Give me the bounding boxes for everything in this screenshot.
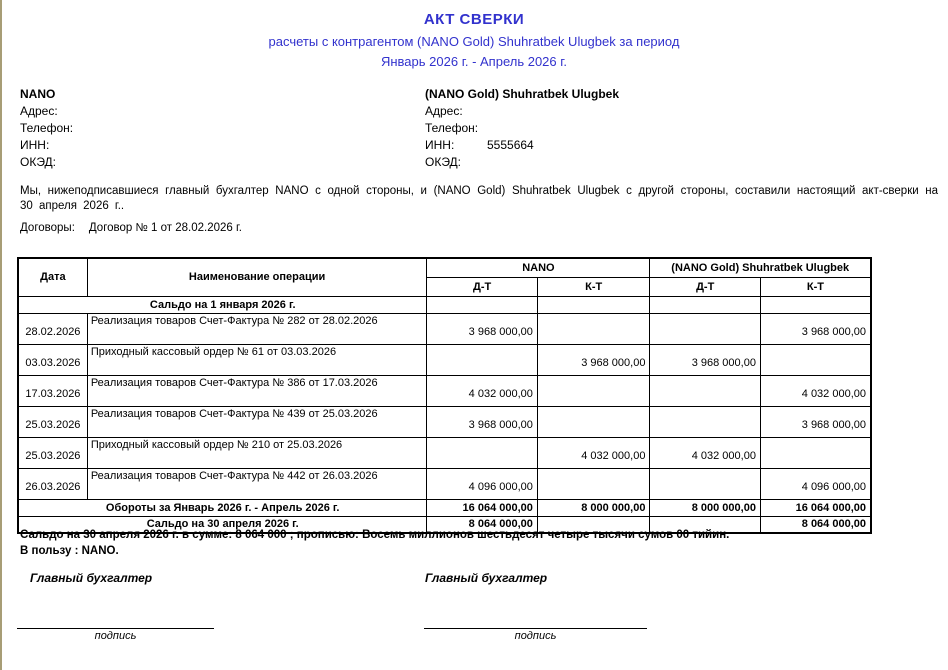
- okved-label: ОКЭД:: [20, 155, 57, 169]
- party-left-address-row: [20, 103, 425, 120]
- party-left-phone-row: [20, 120, 425, 137]
- phone-label: Телефон:: [20, 121, 74, 135]
- signature-caption: подпись: [94, 630, 137, 642]
- cell-gold-dt: [650, 375, 761, 406]
- header-left-group: NANO: [427, 258, 650, 277]
- header-operation: Наименование операции: [87, 258, 427, 296]
- turnover-label: Обороты за Январь 2026 г. - Апрель 2026 г.: [18, 499, 427, 516]
- cell-nano-kt: [537, 296, 650, 313]
- closing-balance-label: Сальдо на 30 апреля 2026 г.: [18, 516, 427, 533]
- cell-gold-dt: [650, 468, 761, 499]
- cell-nano-dt: 4 032 000,00: [427, 375, 538, 406]
- cell-date: 25.03.2026: [18, 437, 87, 468]
- inn-label: ИНН:: [425, 138, 455, 152]
- cell-nano-dt: [427, 344, 538, 375]
- reconciliation-table-wrap: [17, 257, 872, 534]
- cell-date: 26.03.2026: [18, 468, 87, 499]
- party-right-inn-row: [425, 137, 940, 154]
- table-header-group-row: [18, 258, 871, 277]
- cell-operation: Приходный кассовый ордер № 61 от 03.03.2026: [87, 344, 427, 375]
- contracts-line: [20, 222, 242, 234]
- cell-gold-kt: [760, 437, 871, 468]
- summary-section: [20, 527, 938, 559]
- cell-nano-dt: 3 968 000,00: [427, 313, 538, 344]
- header-date: Дата: [18, 258, 87, 296]
- preamble-text: Мы, нижеподписавшиеся главный бухгалтер NANO с одной стороны, и (NANO Gold) Shuhratbek Ulugbek с другой стороны, составили настоящий акт-сверки на 30 апреля 2026 г..: [20, 185, 938, 212]
- party-left: [20, 86, 425, 171]
- cell-gold-kt: 4 032 000,00: [760, 375, 871, 406]
- cell-gold-dt: 3 968 000,00: [650, 344, 761, 375]
- cell-nano-dt: 4 096 000,00: [427, 468, 538, 499]
- cell-nano-kt: 3 968 000,00: [537, 344, 650, 375]
- summary-line-in-favor: В пользу : NANO.: [20, 545, 119, 557]
- header-gold-debit: Д-Т: [650, 277, 761, 296]
- header-nano-credit: К-Т: [537, 277, 650, 296]
- party-left-inn-row: [20, 137, 425, 154]
- table-row: [18, 437, 871, 468]
- cell-date: 17.03.2026: [18, 375, 87, 406]
- turnover-row: [18, 499, 871, 516]
- cell-operation: Реализация товаров Счет-Фактура № 282 от 28.02.2026: [87, 313, 427, 344]
- okved-label: ОКЭД:: [425, 155, 462, 169]
- cell-nano-dt: 8 064 000,00: [427, 516, 538, 533]
- party-right-address-row: [425, 103, 940, 120]
- cell-gold-dt: [650, 313, 761, 344]
- cell-date: 03.03.2026: [18, 344, 87, 375]
- party-right: [425, 86, 940, 171]
- document-header: [0, 11, 948, 69]
- cell-date: 25.03.2026: [18, 406, 87, 437]
- inn-label: ИНН:: [20, 138, 50, 152]
- signature-block-left: [17, 628, 214, 642]
- cell-operation: Реализация товаров Счет-Фактура № 442 от 26.03.2026: [87, 468, 427, 499]
- page-left-edge: [0, 0, 2, 670]
- cell-nano-kt: [537, 375, 650, 406]
- page-subtitle: расчеты с контрагентом (NANO Gold) Shuhratbek Ulugbek за период: [268, 34, 680, 49]
- cell-operation: Приходный кассовый ордер № 210 от 25.03.2026: [87, 437, 427, 468]
- header-gold-credit: К-Т: [760, 277, 871, 296]
- cell-nano-dt: 3 968 000,00: [427, 406, 538, 437]
- report-period: Январь 2026 г. - Апрель 2026 г.: [380, 54, 568, 69]
- cell-gold-kt: 3 968 000,00: [760, 313, 871, 344]
- cell-gold-kt: [760, 296, 871, 313]
- cell-gold-kt: 8 064 000,00: [760, 516, 871, 533]
- signature-caption: подпись: [514, 630, 557, 642]
- party-left-okved-row: [20, 154, 425, 171]
- table-row: [18, 344, 871, 375]
- address-label: Адрес:: [20, 104, 58, 118]
- cell-nano-kt: [537, 468, 650, 499]
- cell-gold-dt: [650, 296, 761, 313]
- cell-gold-dt: 4 032 000,00: [650, 437, 761, 468]
- cell-nano-kt: 8 000 000,00: [537, 499, 650, 516]
- reconciliation-table: [17, 257, 872, 534]
- cell-nano-dt: [427, 296, 538, 313]
- opening-balance-row: [18, 296, 871, 313]
- summary-line-amount: Сальдо на 30 апреля 2026 г. в сумме: 8 064 000 ; прописью: Восемь миллионов шестьдесят четыре тысячи сумов 00 тийин.: [20, 529, 730, 541]
- party-left-name: NANO: [20, 87, 56, 101]
- chief-accountant-title-right: Главный бухгалтер: [425, 571, 548, 585]
- table-row: [18, 468, 871, 499]
- cell-operation: Реализация товаров Счет-Фактура № 439 от 25.03.2026: [87, 406, 427, 437]
- cell-nano-kt: [537, 406, 650, 437]
- cell-nano-kt: [537, 313, 650, 344]
- table-row: [18, 313, 871, 344]
- cell-nano-kt: 4 032 000,00: [537, 437, 650, 468]
- party-right-okved-row: [425, 154, 940, 171]
- cell-gold-kt: 3 968 000,00: [760, 406, 871, 437]
- contracts-label: Договоры:: [20, 222, 75, 234]
- inn-value: 5555664: [487, 138, 534, 152]
- cell-gold-dt: [650, 406, 761, 437]
- cell-nano-dt: 16 064 000,00: [427, 499, 538, 516]
- party-right-phone-row: [425, 120, 940, 137]
- opening-balance-label: Сальдо на 1 января 2026 г.: [18, 296, 427, 313]
- contracts-value: Договор № 1 от 28.02.2026 г.: [88, 222, 242, 234]
- header-right-group: (NANO Gold) Shuhratbek Ulugbek: [650, 258, 871, 277]
- page-title: АКТ СВЕРКИ: [423, 11, 525, 28]
- phone-label: Телефон:: [425, 121, 479, 135]
- header-nano-debit: Д-Т: [427, 277, 538, 296]
- cell-gold-kt: 4 096 000,00: [760, 468, 871, 499]
- cell-operation: Реализация товаров Счет-Фактура № 386 от 17.03.2026: [87, 375, 427, 406]
- cell-gold-kt: 16 064 000,00: [760, 499, 871, 516]
- cell-date: 28.02.2026: [18, 313, 87, 344]
- signature-block-right: [424, 628, 647, 642]
- table-row: [18, 406, 871, 437]
- cell-gold-dt: 8 000 000,00: [650, 499, 761, 516]
- parties-section: [20, 86, 940, 171]
- cell-gold-kt: [760, 344, 871, 375]
- cell-nano-dt: [427, 437, 538, 468]
- chief-accountant-title-left: Главный бухгалтер: [30, 571, 153, 585]
- address-label: Адрес:: [425, 104, 463, 118]
- table-row: [18, 375, 871, 406]
- party-right-name: (NANO Gold) Shuhratbek Ulugbek: [425, 87, 620, 101]
